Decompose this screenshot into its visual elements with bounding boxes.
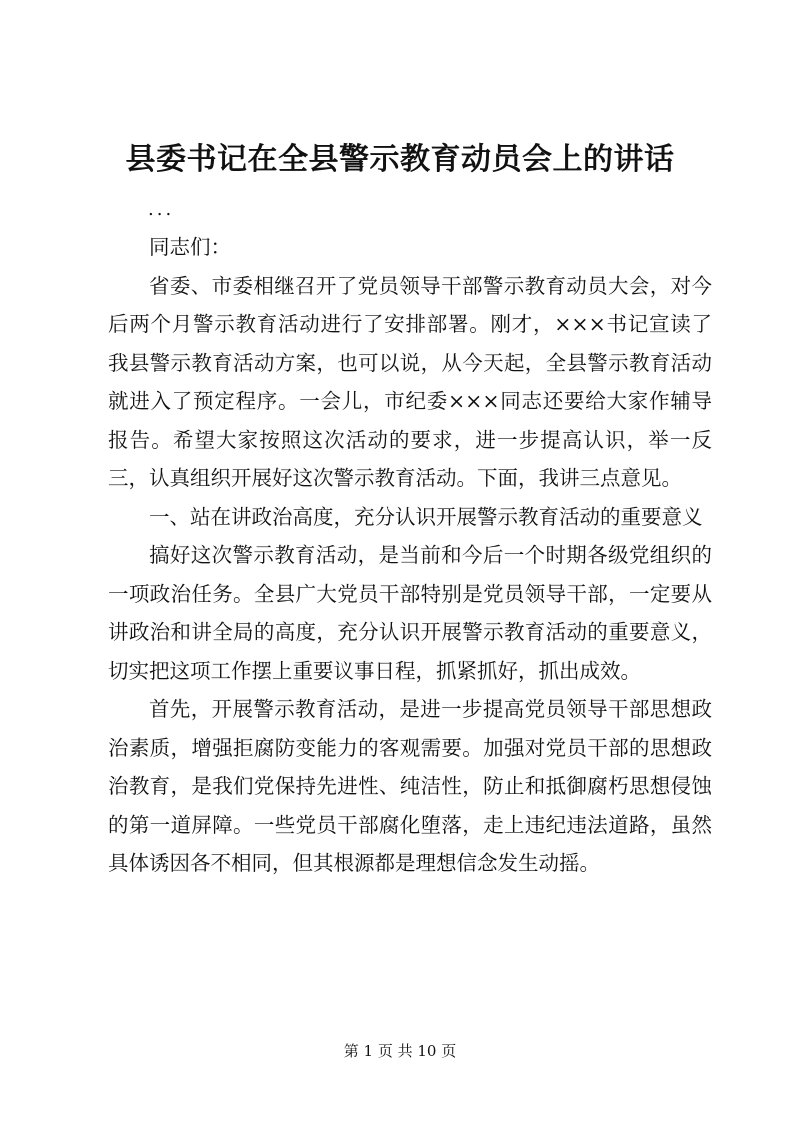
body-paragraph: 搞好这次警示教育活动，是当前和今后一个时期各级党组织的一项政治任务。全县广大党员干部特别是党员领导干部，一定要从讲政治和讲全局的高度，充分认识开展警示教育活动的重要意义，切实把这项工作摆上重要议事日程，抓紧抓好，抓出成效。 xyxy=(108,543,712,683)
page-footer: 第 1 页 共 10 页 xyxy=(343,1042,457,1060)
salutation-paragraph: 同志们： xyxy=(149,235,231,259)
section-heading-1: 一、站在讲政治高度，充分认识开展警示教育活动的重要意义 xyxy=(149,504,703,529)
intro-paragraph: 省委、市委相继召开了党员领导干部警示教育动员大会，对今后两个月警示教育活动进行了安排部署。刚才，×××书记宣读了我县警示教育活动方案，也可以说，从今天起，全县警示教育活动就进入了预定程序。一会儿，市纪委×××同志还要给大家作辅导报告。希望大家按照这次活动的要求，进一步提高认识，举一反三，认真组织开展好这次警示教育活动。下面，我讲三点意见。 xyxy=(108,273,712,490)
document-body xyxy=(108,228,712,883)
document-title: 县委书记在全县警示教育动员会上的讲话 xyxy=(125,142,675,177)
ellipsis-marker: ... xyxy=(148,199,175,220)
body-paragraph: 首先，开展警示教育活动，是进一步提高党员领导干部思想政治素质，增强拒腐防变能力的客观需要。加强对党员干部的思想政治教育，是我们党保持先进性、纯洁性，防止和抵御腐朽思想侵蚀的第一道屏障。一些党员干部腐化堕落，走上违纪违法道路，虽然具体诱因各不相同，但其根源都是理想信念发生动摇。 xyxy=(108,697,712,875)
